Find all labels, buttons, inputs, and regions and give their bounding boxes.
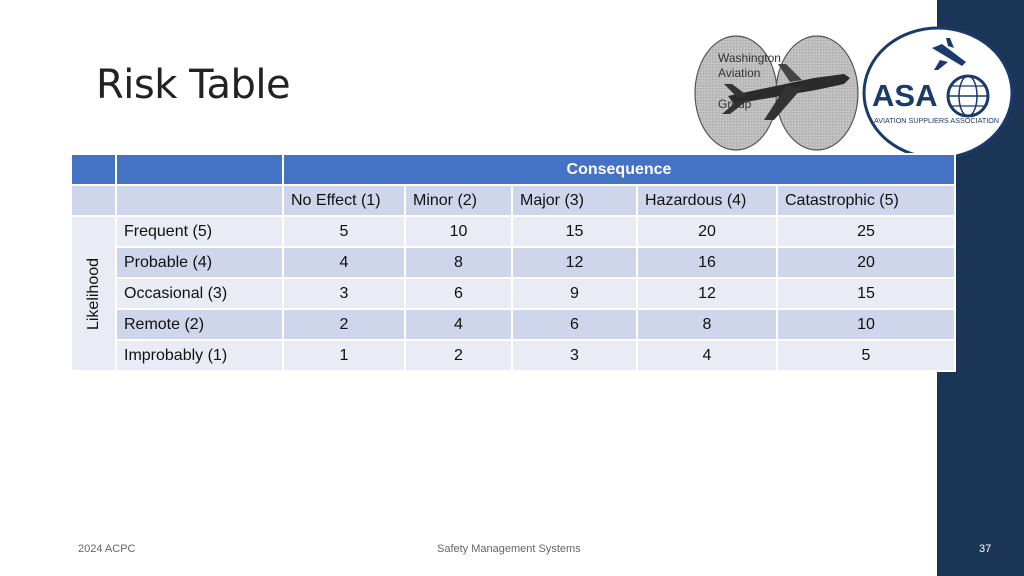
risk-value: 4 bbox=[283, 247, 405, 278]
wag-logo-line1: Washington bbox=[718, 51, 781, 65]
risk-value: 5 bbox=[777, 340, 955, 371]
risk-value: 9 bbox=[512, 278, 637, 309]
risk-value: 4 bbox=[637, 340, 777, 371]
risk-value: 3 bbox=[283, 278, 405, 309]
slide-title: Risk Table bbox=[96, 62, 291, 108]
row-label: Occasional (3) bbox=[116, 278, 283, 309]
likelihood-axis-cell bbox=[71, 216, 116, 371]
page-number: 37 bbox=[979, 543, 992, 555]
risk-value: 16 bbox=[637, 247, 777, 278]
header-corner-cell bbox=[116, 154, 283, 185]
risk-value: 8 bbox=[637, 309, 777, 340]
risk-value: 12 bbox=[512, 247, 637, 278]
risk-value: 10 bbox=[405, 216, 512, 247]
table-row bbox=[71, 340, 955, 371]
likelihood-label: Likelihood bbox=[84, 257, 102, 330]
risk-value: 2 bbox=[405, 340, 512, 371]
column-header: No Effect (1) bbox=[283, 185, 405, 216]
table-row bbox=[71, 309, 955, 340]
column-header: Major (3) bbox=[512, 185, 637, 216]
row-label: Improbably (1) bbox=[116, 340, 283, 371]
risk-table bbox=[70, 153, 956, 372]
column-header-row bbox=[71, 185, 955, 216]
column-header: Minor (2) bbox=[405, 185, 512, 216]
footer-topic: Safety Management Systems bbox=[437, 543, 581, 555]
table-row bbox=[71, 278, 955, 309]
row-label: Frequent (5) bbox=[116, 216, 283, 247]
risk-value: 4 bbox=[405, 309, 512, 340]
consequence-header-row bbox=[71, 154, 955, 185]
risk-value: 8 bbox=[405, 247, 512, 278]
asa-logo bbox=[862, 26, 1014, 160]
washington-aviation-group-logo bbox=[694, 34, 860, 152]
asa-tagline: AVIATION SUPPLIERS ASSOCIATION bbox=[874, 116, 1000, 125]
column-header: Hazardous (4) bbox=[637, 185, 777, 216]
table-row bbox=[71, 247, 955, 278]
risk-value: 20 bbox=[777, 247, 955, 278]
header-corner-cell bbox=[116, 185, 283, 216]
risk-value: 6 bbox=[405, 278, 512, 309]
header-corner-cell bbox=[71, 154, 116, 185]
table-row bbox=[71, 216, 955, 247]
risk-value: 15 bbox=[512, 216, 637, 247]
header-corner-cell bbox=[71, 185, 116, 216]
risk-value: 20 bbox=[637, 216, 777, 247]
risk-value: 1 bbox=[283, 340, 405, 371]
wag-logo-line2: Aviation bbox=[718, 66, 761, 80]
risk-value: 25 bbox=[777, 216, 955, 247]
risk-value: 2 bbox=[283, 309, 405, 340]
asa-acronym: ASA bbox=[872, 78, 938, 113]
column-header: Catastrophic (5) bbox=[777, 185, 955, 216]
row-label: Remote (2) bbox=[116, 309, 283, 340]
globe-icon bbox=[948, 76, 988, 116]
risk-value: 5 bbox=[283, 216, 405, 247]
footer-event: 2024 ACPC bbox=[78, 543, 136, 555]
risk-value: 12 bbox=[637, 278, 777, 309]
wag-logo-line3: Group bbox=[718, 97, 752, 111]
risk-value: 3 bbox=[512, 340, 637, 371]
row-label: Probable (4) bbox=[116, 247, 283, 278]
consequence-header: Consequence bbox=[283, 154, 955, 185]
risk-value: 6 bbox=[512, 309, 637, 340]
risk-value: 10 bbox=[777, 309, 955, 340]
risk-value: 15 bbox=[777, 278, 955, 309]
